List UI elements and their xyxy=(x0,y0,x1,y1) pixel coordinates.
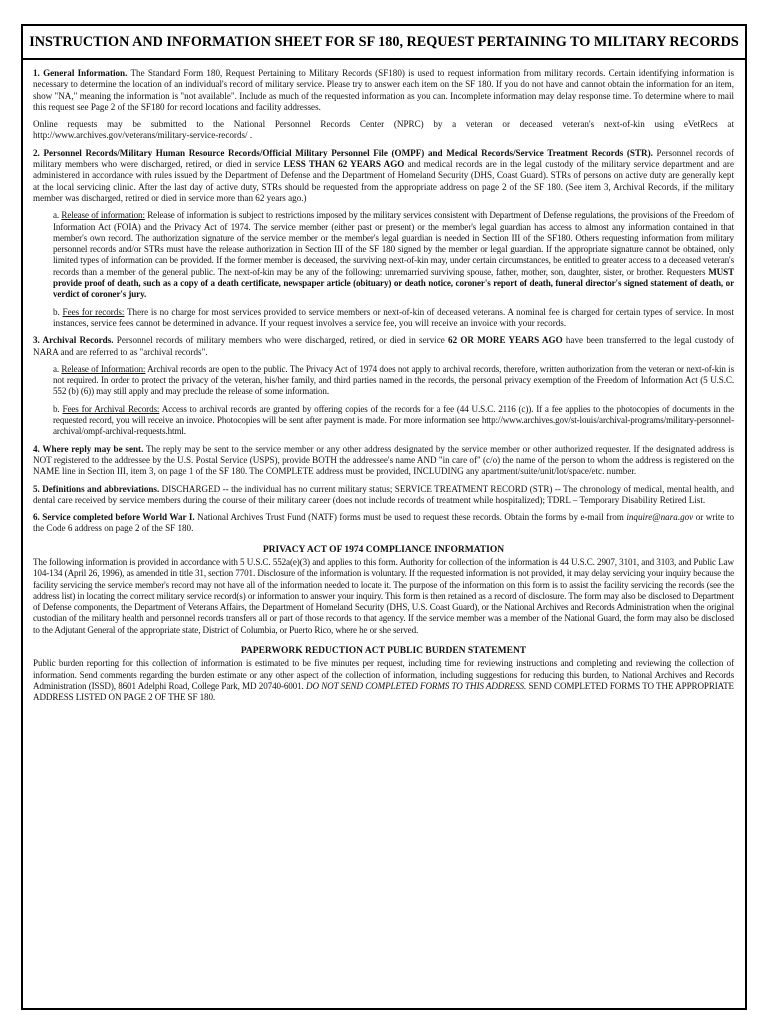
item-2a-title: Release of information: xyxy=(61,210,145,221)
section-5-text: DISCHARGED -- the individual has no current military status; SERVICE TREATMENT RECORD (STR) -- The chronology of medical, mental health, and dental care received by service members during the course of their military career (does not include records of treatment while hospitalized); TDRL – Temporary Disability Retired List. xyxy=(33,483,734,505)
sheet-body xyxy=(23,60,745,1008)
item-3a-text: Archival records are open to the public. The Privacy Act of 1974 does not apply to archival records, therefore, written authorization from the veteran or next-of-kin is not required. In order to protect the privacy of the veteran, his/her family, and third parties named in the records, the personal privacy exemption of the Freedom of Information Act (5 U.S.C. 552 (b) (6)) may still apply and may preclude the release of some information. xyxy=(53,363,734,397)
section-3-text-b: have been transferred to the legal custody of NARA and are referred to as "archival records". xyxy=(33,335,734,357)
nara-email-address: inquire@nara.gov xyxy=(626,512,694,523)
item-3a-label: a. xyxy=(53,363,60,374)
section-4-heading: 4. Where reply may be sent. xyxy=(33,443,144,454)
personnel-records-section xyxy=(33,148,734,204)
section-6-text-b: or write to the Code 6 address on page 2 of the SF 180. xyxy=(33,512,735,534)
section-1-text: The Standard Form 180, Request Pertaining to Military Records (SF180) is used to request information from military records. Certain identifying information is necessary to determine the location of an individual's record of military service. Please try to answer each item on the SF 180. If you do not have and cannot obtain the information for an item, show "NA," meaning the information is "not available". Include as much of the requested information as you can. Incomplete information may delay response time. To determine where to mail this request see Page 2 of the SF180 for record locations and facility addresses. xyxy=(33,68,735,112)
section-5-heading: 5. Definitions and abbreviations. xyxy=(33,483,160,494)
privacy-act-text: The following information is provided in accordance with 5 U.S.C. 552a(e)(3) and applies to this form. Authority for collection of the information is 44 U.S.C. 2907, 3101, and 3103, and Public Law 104-134 (April 26, 1996), as amended in title 31, section 7701. Disclosure of the information is voluntary. If the requested information is not provided, it may delay servicing your inquiry because the facility servicing the service member's record may not have all of the information needed to locate it. The purpose of the information on this form is to assist the facility servicing the records (see the address list) in locating the correct military service record(s) or information to answer your inquiry. This form is then retained as a record of disclosure. The form may also be disclosed to Department of Defense components, the Department of Veterans Affairs, the Department of Homeland Security (DHS, U.S. Coast Guard), or the National Archives and Records Administration when the original custodian of the military health and personnel records transfers all or part of those records to that agency. If the service member was a member of the National Guard, the form may also be disclosed to the Adjutant General of the appropriate state, District of Columbia, or Puerto Rico, where he or she served. xyxy=(33,556,734,635)
item-2b-title: Fees for records: xyxy=(62,306,125,317)
section-3-emphasis: 62 OR MORE YEARS AGO xyxy=(448,335,563,346)
privacy-act-heading: PRIVACY ACT OF 1974 COMPLIANCE INFORMATION xyxy=(262,544,505,555)
item-3b-title: Fees for Archival Records: xyxy=(62,403,160,414)
section-3-text-a: Personnel records of military members who were discharged, retired, or died in service xyxy=(116,335,445,346)
section-2-heading: 2. Personnel Records/Military Human Resource Records/Official Military Personnel File (OMPF) and Medical Records/Service Treatment Records (STR). xyxy=(33,147,653,158)
item-2b-label: b. xyxy=(53,306,60,317)
page-title: INSTRUCTION AND INFORMATION SHEET FOR SF 180, REQUEST PERTAINING TO MILITARY RECORDS xyxy=(23,26,745,60)
item-2a-text: Release of information is subject to restrictions imposed by the military services consistent with Department of Defense regulations, the provisions of the Freedom of Information Act (FOIA) and the Privacy Act of 1974. The service member (either past or present) or the member's legal guardian has access to almost any information contained in that member's own record. The authorization signature of the service member or the member's legal guardian is needed in Section III of the SF180. Others requesting information from military personnel records and/or STRs must have the release authorization in Section III of the SF 180 signed by the member or legal guardian. If the appropriate signature cannot be obtained, only limited types of information can be provided. If the former member is deceased, the surviving next-of-kin may, under certain circumstances, be entitled to greater access to a deceased veteran's records than a member of the general public. The next-of-kin may be any of the following: unremarried surviving spouse, father, mother, son, daughter, sister, or brother. Requesters xyxy=(53,210,735,277)
section-3-heading: 3. Archival Records. xyxy=(33,335,114,346)
section-2-text-a: Personnel records of military members who were discharged, retired, or died in service xyxy=(33,147,734,170)
fees-for-records-item xyxy=(53,307,734,330)
online-requests-text: Online requests may be submitted to the National Personnel Records Center (NPRC) by a veteran or deceased veteran's next-of-kin using eVetRecs at http://www.archives.gov/veterans/military-service-records/ . xyxy=(33,119,734,141)
item-3b-label: b. xyxy=(53,403,60,414)
item-2a-proof-of-death: MUST provide proof of death, such as a copy of a death certificate, newspaper article (obituary) or death notice, coroner's report of death, funeral director's signed statement of death, or verdict of coroner's jury. xyxy=(53,266,735,300)
section-1-heading: 1. General Information. xyxy=(33,68,128,78)
release-of-information-item xyxy=(53,210,734,300)
item-3a-title: Release of Information: xyxy=(61,363,146,374)
send-forms-notice: SEND COMPLETED FORMS TO THE APPROPRIATE ADDRESS LISTED ON PAGE 2 OF THE SF 180. xyxy=(33,680,734,703)
archival-release-item xyxy=(53,364,734,398)
general-information-section xyxy=(33,68,734,113)
paperwork-reduction-text: Public burden reporting for this collection of information is estimated to be five minutes per request, including time for reviewing instructions and completing and reviewing the collection of information. Send comments regarding the burden estimate or any other aspect of the collection of information, including suggestions for reducing this burden, to National Archives and Records Administration (ISSD), 8601 Adelphi Road, College Park, MD 20740-6001. xyxy=(33,658,734,691)
pre-wwi-service-section xyxy=(33,512,734,535)
do-not-send-notice: DO NOT SEND COMPLETED FORMS TO THIS ADDRESS. xyxy=(306,680,527,691)
archival-records-section xyxy=(33,335,734,358)
section-2-emphasis: LESS THAN 62 YEARS AGO xyxy=(283,159,405,170)
online-requests-note xyxy=(33,119,734,142)
section-4-text: The reply may be sent to the service member or any other address designated by the service member or other authorized requester. If the designated address is NOT registered to the addressee by the U.S. Postal Service (USPS), provide BOTH the addressee's name AND "in care of" (c/o) the name of the person to whom the address is registered on the NAME line in Section III, item 3, on page 1 of the SF 180. The COMPLETE address must be provided, INCLUDING any apartment/suite/unit/lot/space/etc. number. xyxy=(33,443,735,477)
definitions-section xyxy=(33,484,734,507)
instruction-sheet xyxy=(21,24,747,1010)
paperwork-reduction-statement xyxy=(33,658,734,703)
section-6-text-a: National Archives Trust Fund (NATF) forms must be used to request these records. Obtain the forms by e-mail from xyxy=(197,512,624,523)
item-3b-text: Access to archival records are granted by offering copies of the records for a fee (44 U.S.C. 2116 (c)). If a fee applies to the photocopies of documents in the requested record, you will receive an invoice. Photocopies will be sent after payment is made. For more information see http://www.archives.gov/st-louis/archival-programs/military-personnel-archival/ompf-archival-requests.html. xyxy=(53,403,734,437)
item-2a-label: a. xyxy=(53,210,60,221)
section-2-text-b: and medical records are in the legal custody of the military service department and are administered in accordance with rules issued by the Department of Defense and the Department of Homeland Security (DHS, Coast Guard). STRs of persons on active duty are generally kept at the local servicing clinic. After the last day of active duty, STRs should be requested from the appropriate address on page 2 of the SF 180. (See item 3, Archival Records, if the military member was discharged, retired or died in service more than 62 years ago.) xyxy=(33,159,734,203)
archival-fees-item xyxy=(53,404,734,438)
reply-address-section xyxy=(33,444,734,478)
paperwork-reduction-heading: PAPERWORK REDUCTION ACT PUBLIC BURDEN STATEMENT xyxy=(240,646,527,657)
section-6-heading: 6. Service completed before World War I. xyxy=(33,512,195,523)
item-2b-text: There is no charge for most services provided to service members or next-of-kin of deceased veterans. A nominal fee is charged for certain types of service. In most instances, service fees cannot be determined in advance. If your request involves a service fee, you will receive an invoice with your records. xyxy=(53,306,734,328)
